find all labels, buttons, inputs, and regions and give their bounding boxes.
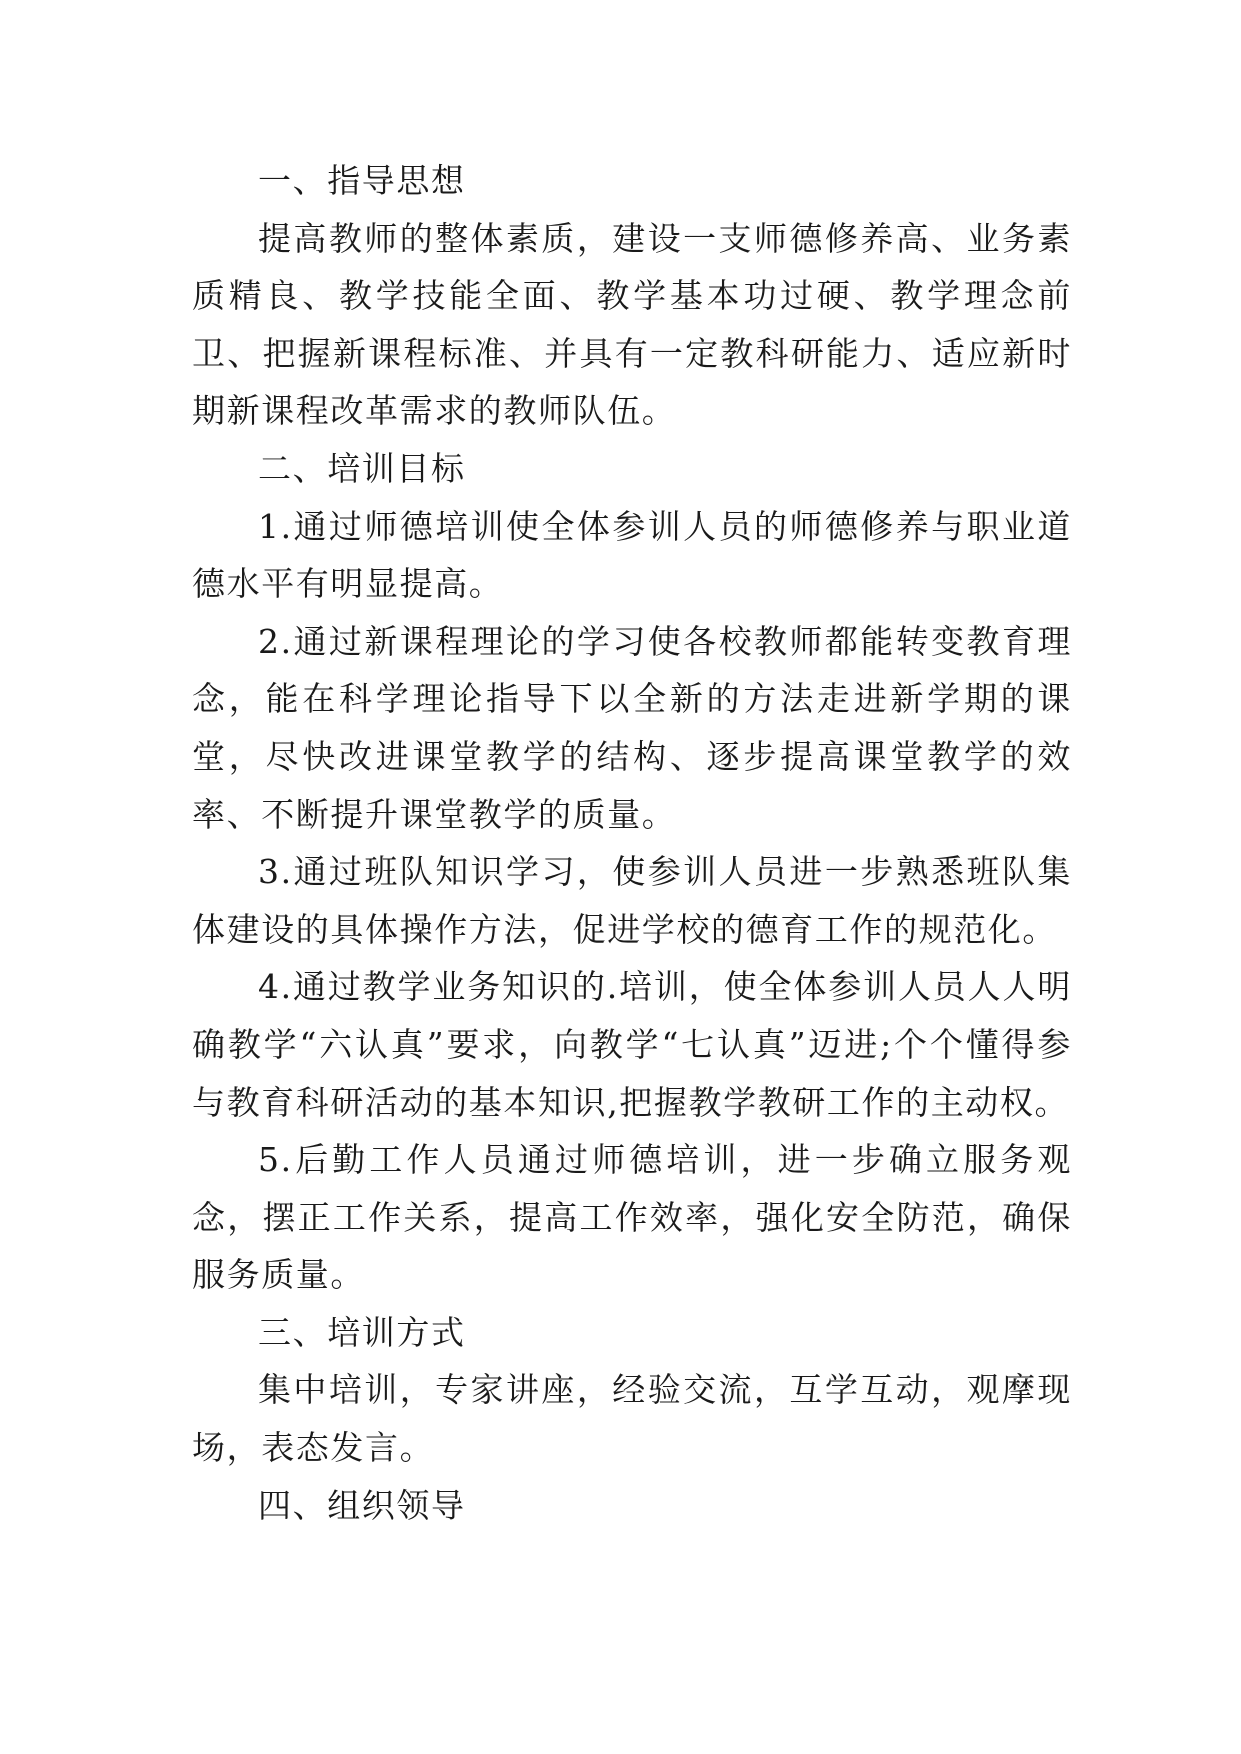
goal-item-1: 1.通过师德培训使全体参训人员的师德修养与职业道德水平有明显提高。 [192, 506, 1072, 604]
paragraph-training-methods: 集中培训，专家讲座，经验交流，互学互动，观摩现场，表态发言。 [192, 1370, 1072, 1468]
goal-item-3: 3.通过班队知识学习，使参训人员进一步熟悉班队集体建设的具体操作方法，促进学校的德育工作的规范化。 [192, 852, 1072, 949]
goal-item-5: 5.后勤工作人员通过师德培训，进一步确立服务观念，摆正工作关系，提高工作效率，强化安全防范，确保服务质量。 [192, 1140, 1072, 1295]
goal-item-2: 2.通过新课程理论的学习使各校教师都能转变教育理念，能在科学理论指导下以全新的方法走进新学期的课堂，尽快改进课堂教学的结构、逐步提高课堂教学的效率、不断提升课堂教学的质量。 [192, 621, 1072, 834]
paragraph-guiding-ideology: 提高教师的整体素质，建设一支师德修养高、业务素质精良、教学技能全面、教学基本功过硬、教学理念前卫、把握新课程标准、并具有一定教科研能力、适应新时期新课程改革需求的教师队伍。 [192, 218, 1072, 431]
section-heading-organization: 四、组织领导 [258, 1485, 466, 1525]
document-body [192, 152, 1072, 1534]
goal-item-4: 4.通过教学业务知识的.培训，使全体参训人员人人明确教学“六认真”要求，向教学“七认真”迈进;个个懂得参与教育科研活动的基本知识,把握教学教研工作的主动权。 [192, 967, 1072, 1122]
section-heading-guiding-ideology: 一、指导思想 [258, 161, 466, 200]
section-heading-training-goals: 二、培训目标 [258, 448, 466, 488]
section-heading-training-methods: 三、培训方式 [258, 1312, 466, 1352]
